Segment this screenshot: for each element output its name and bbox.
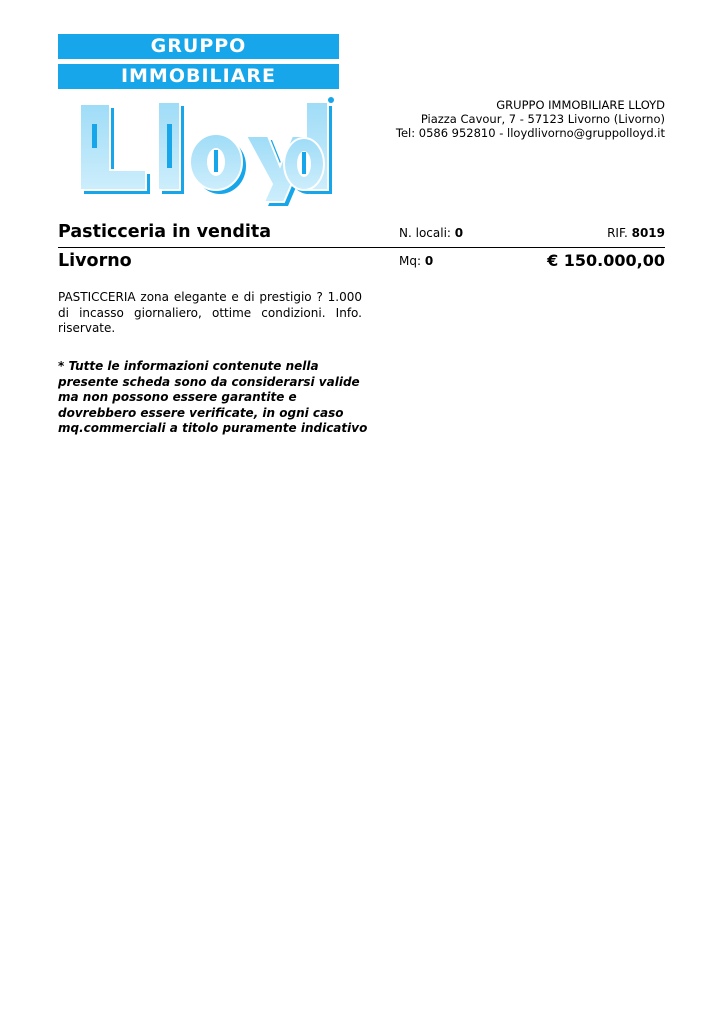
listing-price: € 150.000,00 bbox=[547, 251, 665, 270]
rooms-info bbox=[399, 226, 463, 240]
reference-label: RIF. bbox=[607, 226, 628, 240]
reference-info bbox=[607, 226, 665, 240]
company-logo bbox=[58, 34, 339, 206]
logo-band-immobiliare: IMMOBILIARE bbox=[58, 64, 339, 89]
logo-wordmark bbox=[66, 94, 336, 206]
logo-band-gruppo: GRUPPO bbox=[58, 34, 339, 59]
rooms-value: 0 bbox=[454, 226, 464, 240]
agency-header bbox=[396, 98, 665, 140]
sqm-info bbox=[399, 254, 433, 268]
reference-value: 8019 bbox=[631, 226, 665, 240]
agency-address: Piazza Cavour, 7 - 57123 Livorno (Livorno) bbox=[420, 112, 665, 126]
listing-description: PASTICCERIA zona elegante e di prestigio ? 1.000 di incasso giornaliero, ottime condizioni. Info. riservate. bbox=[58, 290, 362, 335]
sqm-value: 0 bbox=[424, 254, 434, 268]
logo-wordmark-graphic bbox=[66, 94, 336, 206]
listing-location-row bbox=[58, 250, 665, 274]
agency-contacts: Tel: 0586 952810 - lloydlivorno@gruppolloyd.it bbox=[395, 126, 665, 140]
listing-title-row bbox=[58, 221, 665, 248]
disclaimer-note: * Tutte le informazioni contenute nella presente scheda sono da considerarsi valide ma non possono essere garantite e dovrebbero essere verificate, in ogni caso mq.commerciali a titolo puramente indicativo bbox=[58, 359, 368, 435]
listing-title: Pasticceria in vendita bbox=[58, 222, 272, 242]
rooms-label: N. locali: bbox=[399, 226, 451, 240]
registered-mark-icon bbox=[328, 97, 334, 103]
sqm-label: Mq: bbox=[399, 254, 422, 268]
agency-name: GRUPPO IMMOBILIARE LLOYD bbox=[496, 98, 665, 112]
listing-city: Livorno bbox=[58, 251, 132, 271]
